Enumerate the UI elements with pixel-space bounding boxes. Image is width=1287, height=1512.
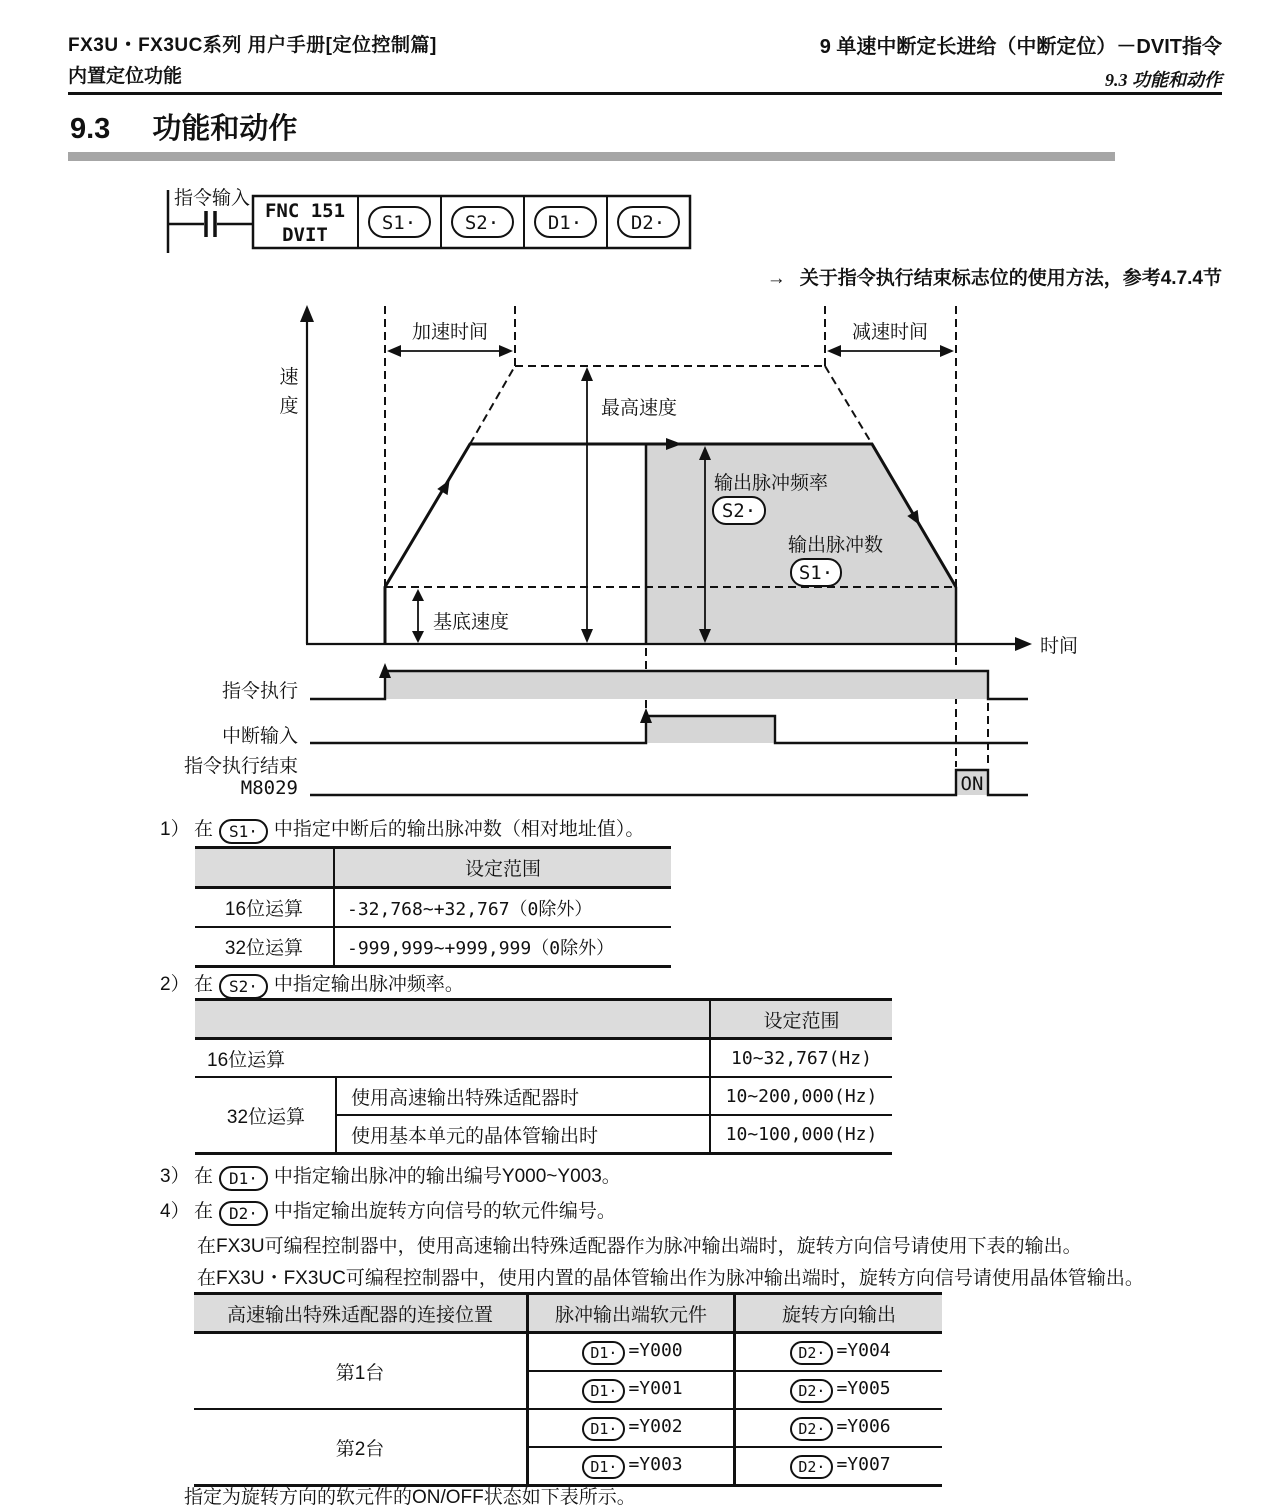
adapter-output-table — [194, 1292, 942, 1487]
list-item-4 — [160, 1199, 616, 1226]
timing-row3-label-line2: M8029 — [240, 777, 298, 799]
item3-text: 中指定输出脉冲的输出编号Y000~Y003。 — [273, 1166, 621, 1187]
table3-d1-pill: D1· — [582, 1341, 625, 1365]
item2-number: 2） — [160, 974, 190, 995]
ladder-diagram — [168, 187, 690, 253]
table3-d2-pill: D2· — [790, 1417, 833, 1441]
decel-time-label: 减速时间 — [851, 322, 929, 343]
table1-header-range: 设定范围 — [334, 848, 671, 888]
table2-transistor-condition: 使用基本单元的晶体管输出时 — [336, 1115, 710, 1154]
table-row — [195, 888, 671, 928]
pulse-frequency-pill-label: S2· — [721, 500, 757, 522]
header-rule — [68, 92, 1222, 95]
s1-setting-range-table — [195, 846, 671, 968]
table3-d2-pill: D2· — [790, 1455, 833, 1479]
table2-header-empty — [195, 1000, 710, 1039]
section-title-text: 功能和动作 — [152, 113, 298, 145]
accel-time-label: 加速时间 — [411, 322, 489, 343]
decel-arrow-right-icon — [940, 345, 954, 357]
on-state-label: ON — [960, 773, 984, 795]
row2-high-pulse — [646, 716, 775, 743]
fnc-number: FNC 151 — [264, 200, 346, 222]
max-speed-label: 最高速度 — [601, 398, 678, 419]
item2-operand-pill: S2· — [219, 974, 268, 999]
item4-pre: 在 — [194, 1201, 214, 1222]
table1-row1-label: 16位运算 — [195, 888, 334, 928]
header-left-line1: FX3U・FX3UC系列 用户手册[定位控制篇] — [68, 35, 437, 56]
reference-text: 关于指令执行结束标志位的使用方法，参考4.7.4节 — [799, 268, 1222, 289]
table3-d2-pill: D2· — [790, 1379, 833, 1403]
table2-16bit-value: 10~32,767(Hz) — [710, 1039, 892, 1078]
item1-number: 1） — [160, 819, 190, 840]
section-number: 9.3 — [70, 113, 111, 145]
item1-operand-pill: S1· — [219, 819, 268, 844]
operand-s1-label: S1· — [381, 212, 417, 234]
section-title — [70, 106, 297, 147]
timing-row1-label: 指令执行 — [221, 681, 298, 702]
y-axis-arrow-icon — [300, 305, 314, 322]
table3-dir-value: =Y005 — [836, 1377, 891, 1399]
table2-adapter-condition: 使用高速输出特殊适配器时 — [336, 1077, 710, 1115]
table3-group2-label: 第2台 — [194, 1409, 528, 1486]
item1-text: 中指定中断后的输出脉冲数（相对地址值）。 — [273, 819, 645, 840]
x-axis-label: 时间 — [1040, 636, 1079, 657]
item4-paragraph-2: 在FX3U・FX3UC可编程控制器中，使用内置的晶体管输出作为脉冲输出端时，旋转方向信号请使用晶体管输出。 — [197, 1268, 1144, 1289]
fnc-mnemonic: DVIT — [282, 224, 328, 246]
decel-arrow-left-icon — [827, 345, 841, 357]
list-item-2 — [160, 972, 464, 999]
item3-number: 3） — [160, 1166, 190, 1187]
item4-text: 中指定输出旋转方向信号的软元件编号。 — [273, 1201, 616, 1222]
table3-dir-value: =Y004 — [836, 1339, 891, 1361]
header-right-line2: 9.3 功能和动作 — [1105, 70, 1222, 90]
reference-arrow-icon: → — [766, 268, 786, 289]
pulse-count-label: 输出脉冲数 — [788, 535, 884, 556]
item2-text: 中指定输出脉冲频率。 — [273, 974, 464, 995]
item3-operand-pill: D1· — [219, 1166, 268, 1191]
table-row — [195, 1077, 892, 1115]
table3-pulse-value: =Y001 — [628, 1377, 683, 1399]
y-axis-label-char2: 度 — [279, 396, 299, 417]
table3-col2-header: 脉冲输出端软元件 — [528, 1294, 735, 1333]
table3-pulse-value: =Y003 — [628, 1453, 683, 1475]
x-axis-arrow-icon — [1015, 637, 1032, 651]
footer-note: 指定为旋转方向的软元件的ON/OFF状态如下表所示。 — [184, 1487, 636, 1508]
table1-row1-value: -32,768~+32,767（0除外） — [334, 888, 671, 928]
decel-extension — [825, 366, 872, 444]
s2-setting-range-table — [195, 998, 892, 1155]
accel-arrow-left-icon — [387, 345, 401, 357]
header-left-line2: 内置定位功能 — [68, 66, 183, 87]
operand-d1-label: D1· — [547, 212, 583, 234]
table3-dir-value: =Y007 — [836, 1453, 891, 1475]
accel-arrow-right-icon — [499, 345, 513, 357]
table2-header-range: 设定范围 — [710, 1000, 892, 1039]
table3-pulse-value: =Y002 — [628, 1415, 683, 1437]
row3-signal — [310, 770, 1028, 795]
section-title-bar — [68, 152, 1115, 161]
list-item-1 — [160, 817, 644, 844]
table1-row2-value: -999,999~+999,999（0除外） — [347, 937, 615, 959]
item4-paragraph-1: 在FX3U可编程控制器中，使用高速输出特殊适配器作为脉冲输出端时，旋转方向信号请使用下表的输出。 — [197, 1236, 1082, 1257]
pulse-count-pill-label: S1· — [798, 562, 834, 584]
table1-row2-label: 32位运算 — [195, 927, 334, 967]
item4-operand-pill: D2· — [219, 1201, 268, 1226]
operand-s2-label: S2· — [464, 212, 500, 234]
timing-row3-label-line1: 指令执行结束 — [183, 756, 298, 777]
table3-pulse-value: =Y000 — [628, 1339, 683, 1361]
item4-number: 4） — [160, 1201, 190, 1222]
table3-d1-pill: D1· — [582, 1455, 625, 1479]
timing-row2-label: 中断输入 — [221, 726, 298, 747]
table3-dir-value: =Y006 — [836, 1415, 891, 1437]
item2-pre: 在 — [194, 974, 214, 995]
pulse-frequency-label: 输出脉冲频率 — [714, 473, 829, 494]
timing-chart — [184, 648, 1028, 799]
table-row — [195, 927, 671, 967]
table-row — [194, 1333, 942, 1372]
ladder-input-label: 指令输入 — [174, 188, 251, 209]
item3-pre: 在 — [194, 1166, 214, 1187]
y-axis-label-char1: 速 — [279, 367, 299, 388]
table2-transistor-value: 10~100,000(Hz) — [710, 1115, 892, 1154]
table2-adapter-value: 10~200,000(Hz) — [710, 1077, 892, 1115]
table-row — [195, 1039, 892, 1078]
table3-d1-pill: D1· — [582, 1417, 625, 1441]
table3-col1-header: 高速输出特殊适配器的连接位置 — [194, 1294, 528, 1333]
table-row — [194, 1409, 942, 1447]
table1-header-empty — [195, 848, 334, 888]
table2-32bit-label: 32位运算 — [195, 1077, 336, 1154]
table3-col3-header: 旋转方向输出 — [735, 1294, 943, 1333]
operand-d2-label: D2· — [630, 212, 666, 234]
base-speed-label: 基底速度 — [433, 612, 510, 633]
dvit-diagram — [0, 180, 1150, 810]
table2-16bit-label: 16位运算 — [195, 1039, 710, 1078]
table3-group1-label: 第1台 — [194, 1333, 528, 1410]
header-right-line1: 9 单速中断定长进给（中断定位）－DVIT指令 — [819, 36, 1222, 58]
row1-high-pulse — [385, 671, 988, 699]
table3-d1-pill: D1· — [582, 1379, 625, 1403]
item1-pre: 在 — [194, 819, 214, 840]
list-item-3 — [160, 1164, 621, 1191]
accel-extension — [470, 366, 515, 444]
table3-d2-pill: D2· — [790, 1341, 833, 1365]
